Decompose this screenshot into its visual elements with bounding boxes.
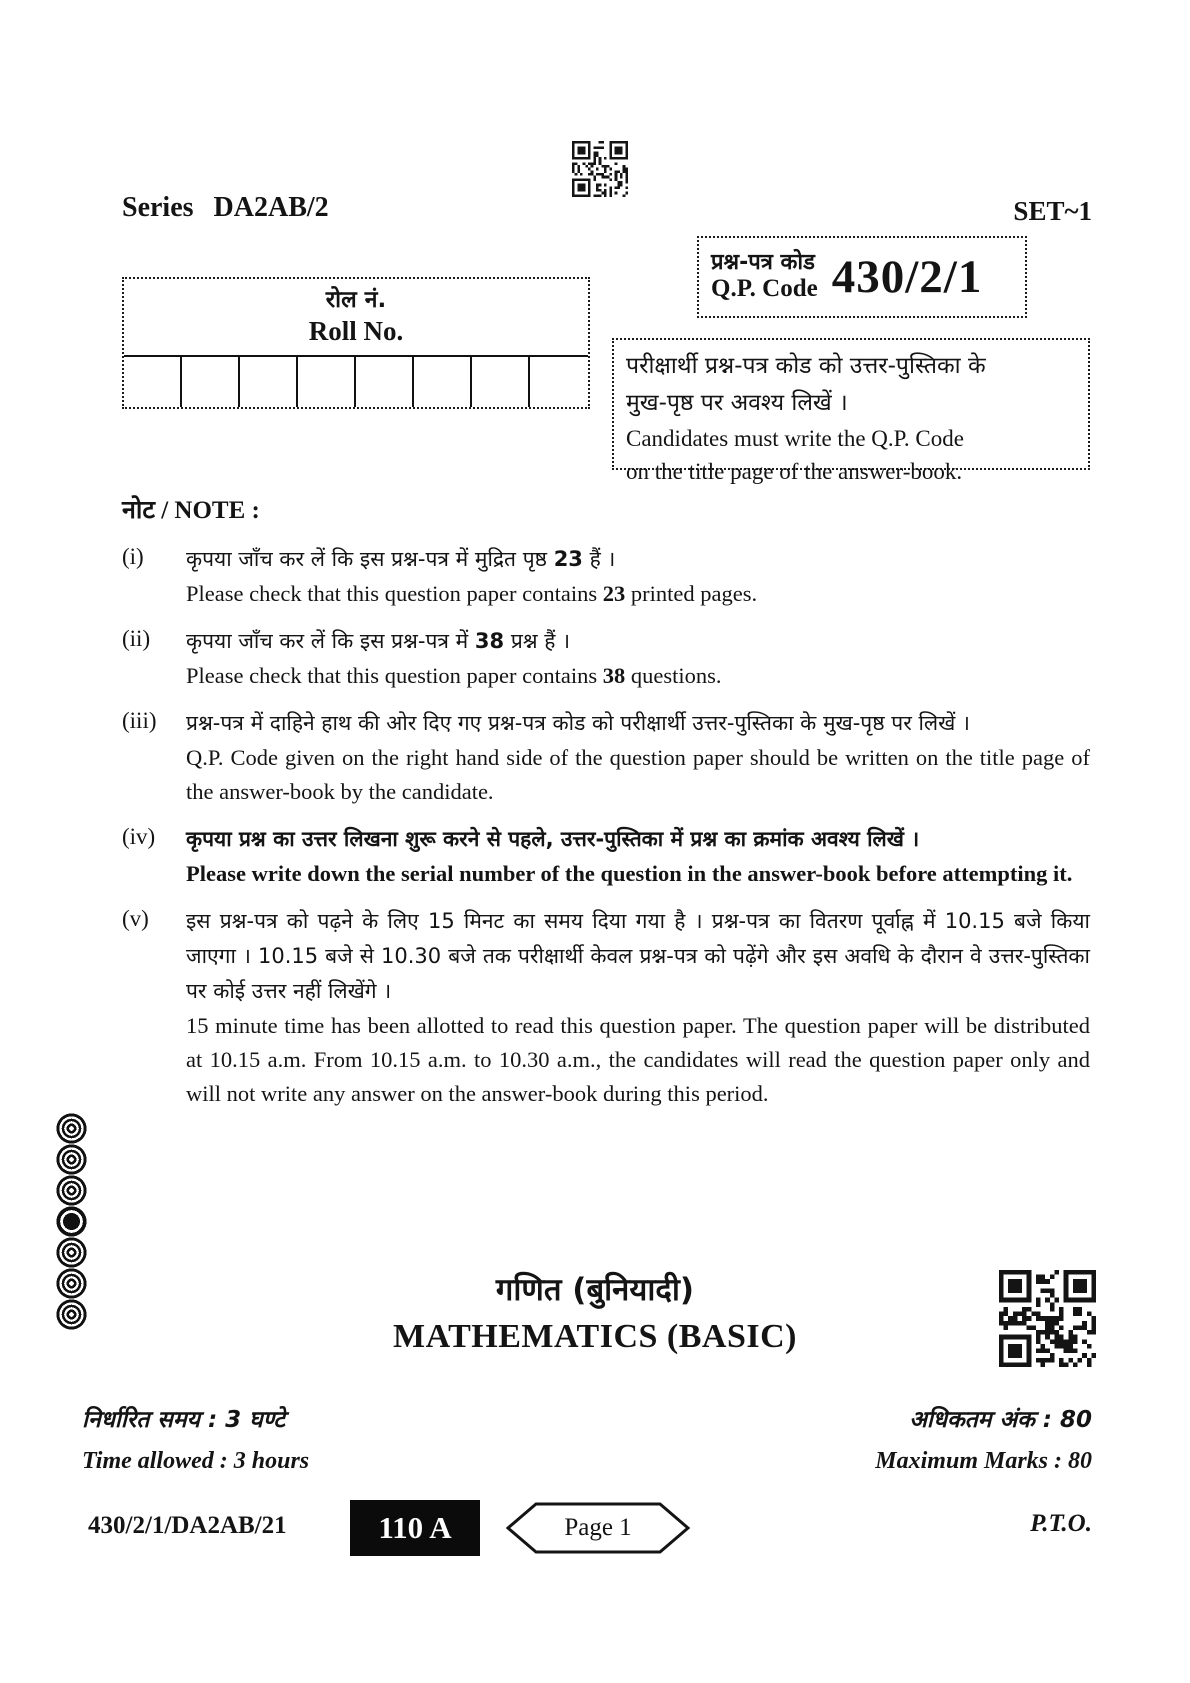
time-marks-section: [82, 1402, 1092, 1475]
series-label: Series: [122, 192, 194, 223]
qr-code-top: [572, 141, 628, 197]
roll-label-hindi: रोल नं.: [325, 287, 387, 313]
footer-paper-code: 430/2/1/DA2AB/21: [88, 1512, 287, 1539]
bullseye-mark: [56, 1237, 87, 1268]
time-allowed-hindi: निर्धारित समय : 3 घण्टे: [82, 1407, 286, 1433]
maximum-marks-hindi: अधिकतम अंक : 80: [909, 1407, 1092, 1433]
note-item-body: [186, 542, 1090, 611]
bullseye-mark: [56, 1144, 87, 1175]
qp-code-label-english: Q.P. Code: [711, 275, 818, 303]
roll-number-box: [122, 277, 590, 409]
note-section: [122, 492, 1090, 1124]
footer-page-label: Page 1: [564, 1514, 632, 1541]
candidates-instruction-hindi-line1: परीक्षार्थी प्रश्न-पत्र कोड को उत्तर-पुस्तिका के: [626, 353, 986, 379]
note-item-number: (ii): [122, 626, 151, 651]
roll-number-grid: [124, 355, 588, 407]
roll-number-cell: [472, 357, 530, 407]
subject-title-hindi: गणित (बुनियादी): [495, 1272, 695, 1308]
set-label: SET~1: [1013, 196, 1092, 226]
note-item-number: (i): [122, 544, 144, 569]
qr-code-bottom: [999, 1270, 1096, 1367]
note-item: [122, 542, 1090, 611]
note-item: [122, 904, 1090, 1111]
qp-code-label-hindi: प्रश्न-पत्र कोड: [711, 249, 815, 275]
note-item-body: [186, 904, 1090, 1111]
time-allowed-english: Time allowed : 3 hours: [82, 1448, 310, 1474]
note-item-english: Q.P. Code given on the right hand side of the question paper should be written on the title page of the answer-book by the candidate.: [186, 745, 1090, 804]
candidates-instruction-english-line2: on the title page of the answer-book.: [626, 459, 963, 484]
note-item-hindi: कृपया जाँच कर लें कि इस प्रश्न-पत्र में 38 प्रश्न हैं ।: [186, 629, 571, 653]
note-item-body: [186, 822, 1090, 891]
note-item-body: [186, 706, 1090, 809]
note-item: [122, 624, 1090, 693]
note-item-hindi: प्रश्न-पत्र में दाहिने हाथ की ओर दिए गए प्रश्न-पत्र कोड को परीक्षार्थी उत्तर-पुस्तिका के मुख-पृष्ठ पर लिखें ।: [186, 711, 970, 735]
time-marks-row-english: [82, 1448, 1092, 1475]
bullseye-mark: [56, 1206, 87, 1237]
note-item: [122, 706, 1090, 809]
note-item-hindi: कृपया प्रश्न का उत्तर लिखना शुरू करने से पहले, उत्तर-पुस्तिका में प्रश्न का क्रमांक अवश्य लिखें ।: [186, 827, 920, 851]
subject-title-english: MATHEMATICS (BASIC): [393, 1318, 797, 1355]
roll-number-cell: [414, 357, 472, 407]
bullseye-mark: [56, 1175, 87, 1206]
note-item-english: Please write down the serial number of the question in the answer-book before attempting it.: [186, 861, 1073, 886]
roll-number-cell: [298, 357, 356, 407]
roll-number-cell: [182, 357, 240, 407]
footer-pto-label: P.T.O.: [1030, 1510, 1092, 1537]
qp-code-value: 430/2/1: [831, 251, 983, 303]
note-item-number: (v): [122, 906, 149, 931]
note-item-english: 15 minute time has been allotted to read this question paper. The question paper will be distributed at 10.15 a.m. From 10.15 a.m. to 10.30 a.m., the candidates will read the question paper only and will not write any answer on the answer-book during this period.: [186, 1013, 1090, 1106]
candidates-instruction-box: [612, 338, 1090, 484]
bullseye-mark: [56, 1113, 87, 1144]
time-marks-row-hindi: [82, 1402, 1092, 1434]
footer-page-number-hexagon: [506, 1502, 690, 1554]
note-item-english: Please check that this question paper contains 38 questions.: [186, 663, 722, 688]
footer-batch-code-badge: 110 A: [350, 1500, 480, 1556]
candidates-instruction-english-line1: Candidates must write the Q.P. Code: [626, 426, 964, 451]
roll-number-cell: [124, 357, 182, 407]
series-value: DA2AB/2: [213, 192, 329, 223]
note-item-body: [186, 624, 1090, 693]
candidates-instruction-hindi-line2: मुख-पृष्ठ पर अवश्य लिखें ।: [626, 390, 848, 416]
note-heading: नोट / NOTE :: [122, 497, 260, 524]
qr-code-top-svg: [572, 141, 628, 197]
maximum-marks-english: Maximum Marks : 80: [875, 1448, 1092, 1474]
roll-number-heading: [124, 279, 588, 347]
roll-number-cell: [530, 357, 588, 407]
roll-number-cell: [356, 357, 414, 407]
qp-code-labels: [711, 250, 818, 304]
note-list: [122, 542, 1090, 1111]
note-item-english: Please check that this question paper contains 23 printed pages.: [186, 581, 758, 606]
note-item: [122, 822, 1090, 891]
page-footer: [0, 1498, 1190, 1560]
qr-code-bottom-svg: [999, 1270, 1096, 1367]
note-item-number: (iv): [122, 824, 156, 849]
series-line: [122, 192, 329, 224]
roll-number-cell: [240, 357, 298, 407]
note-item-hindi: इस प्रश्न-पत्र को पढ़ने के लिए 15 मिनट का समय दिया गया है । प्रश्न-पत्र का वितरण पूर्वाह्न में 10.15 बजे किया जाएगा । 10.15 बजे से 10.30 बजे तक परीक्षार्थी केवल प्रश्न-पत्र को पढ़ेंगे और इस अवधि के दौरान वे उत्तर-पुस्तिका पर कोई उत्तर नहीं लिखेंगे ।: [186, 909, 1090, 1003]
note-item-number: (iii): [122, 708, 157, 733]
roll-label-english: Roll No.: [308, 315, 404, 346]
note-item-hindi: कृपया जाँच कर लें कि इस प्रश्न-पत्र में मुद्रित पृष्ठ 23 हैं ।: [186, 547, 616, 571]
qp-code-box: [697, 236, 1027, 318]
